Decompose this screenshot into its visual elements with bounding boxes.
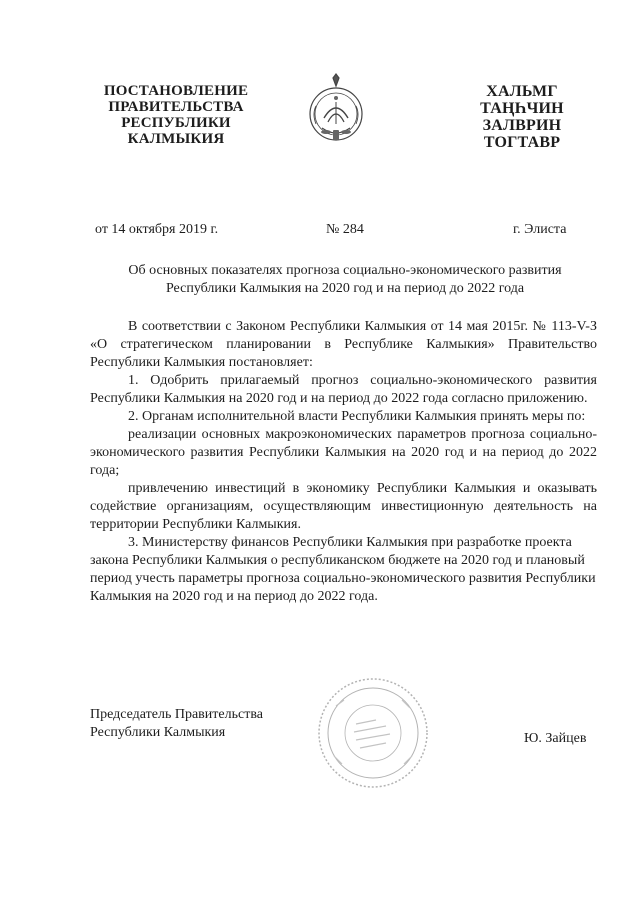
body-paragraph: привлечению инвестиций в экономику Республики Калмыкия и оказывать содействие организациям, осуществляющим инвестиционную деятельность на территории Республики Калмыкия.: [90, 481, 597, 532]
document-number: № 284: [326, 222, 364, 237]
header-left-line: ПРАВИТЕЛЬСТВА: [108, 99, 244, 115]
header-right-line: ХАЛЬМГ: [486, 83, 558, 100]
signer-position-line: Председатель Правительства: [90, 707, 263, 722]
body-paragraph: реализации основных макроэкономических параметров прогноза социально-экономического развития Республики Калмыкия на 2020 год и на период до 2022 года;: [90, 427, 597, 478]
body-paragraph: В соответствии с Законом Республики Калмыкия от 14 мая 2015г. № 113-V-З «О стратегическом планировании в Республике Калмыкия» Правительство Республики Калмыкия постановляет:: [90, 319, 597, 370]
document-city: г. Элиста: [513, 222, 567, 237]
header-right-line: ТОГТАВР: [483, 134, 561, 151]
signer-position: [90, 706, 263, 742]
office-stamp: [316, 676, 430, 790]
document-title: [90, 262, 600, 298]
header-right-title: [462, 83, 582, 151]
header-left-line: КАЛМЫКИЯ: [127, 131, 225, 147]
document-body: [90, 318, 597, 606]
header-right-line: ТАҢҺЧИН: [480, 100, 564, 117]
document-date: от 14 октября 2019 г.: [95, 222, 219, 237]
header-right-line: ЗАЛВРИН: [482, 117, 562, 134]
coat-of-arms-emblem: [300, 72, 372, 152]
body-paragraph: 2. Органам исполнительной власти Республики Калмыкия принять меры по:: [128, 409, 586, 424]
title-line: Об основных показателях прогноза социально-экономического развития: [128, 263, 562, 278]
signer-position-line: Республики Калмыкия: [90, 725, 226, 740]
signer-name: Ю. Зайцев: [524, 731, 587, 746]
header-left-line: ПОСТАНОВЛЕНИЕ: [103, 83, 249, 99]
body-paragraph: 3. Министерству финансов Республики Калмыкия при разработке проекта закона Республики Калмыкия о республиканском бюджете на 2020 год и плановый период учесть параметры прогноза социально-экономического развития Республики Калмыкия на 2020 год и на период до 2022 года.: [90, 535, 596, 604]
title-line: Республики Калмыкия на 2020 год и на период до 2022 года: [165, 281, 525, 296]
header-left-line: РЕСПУБЛИКИ: [121, 115, 231, 131]
header-left-title: [96, 83, 256, 147]
body-paragraph: 1. Одобрить прилагаемый прогноз социально-экономического развития Республики Калмыкия на 2020 год и на период до 2022 года согласно приложению.: [90, 373, 597, 406]
